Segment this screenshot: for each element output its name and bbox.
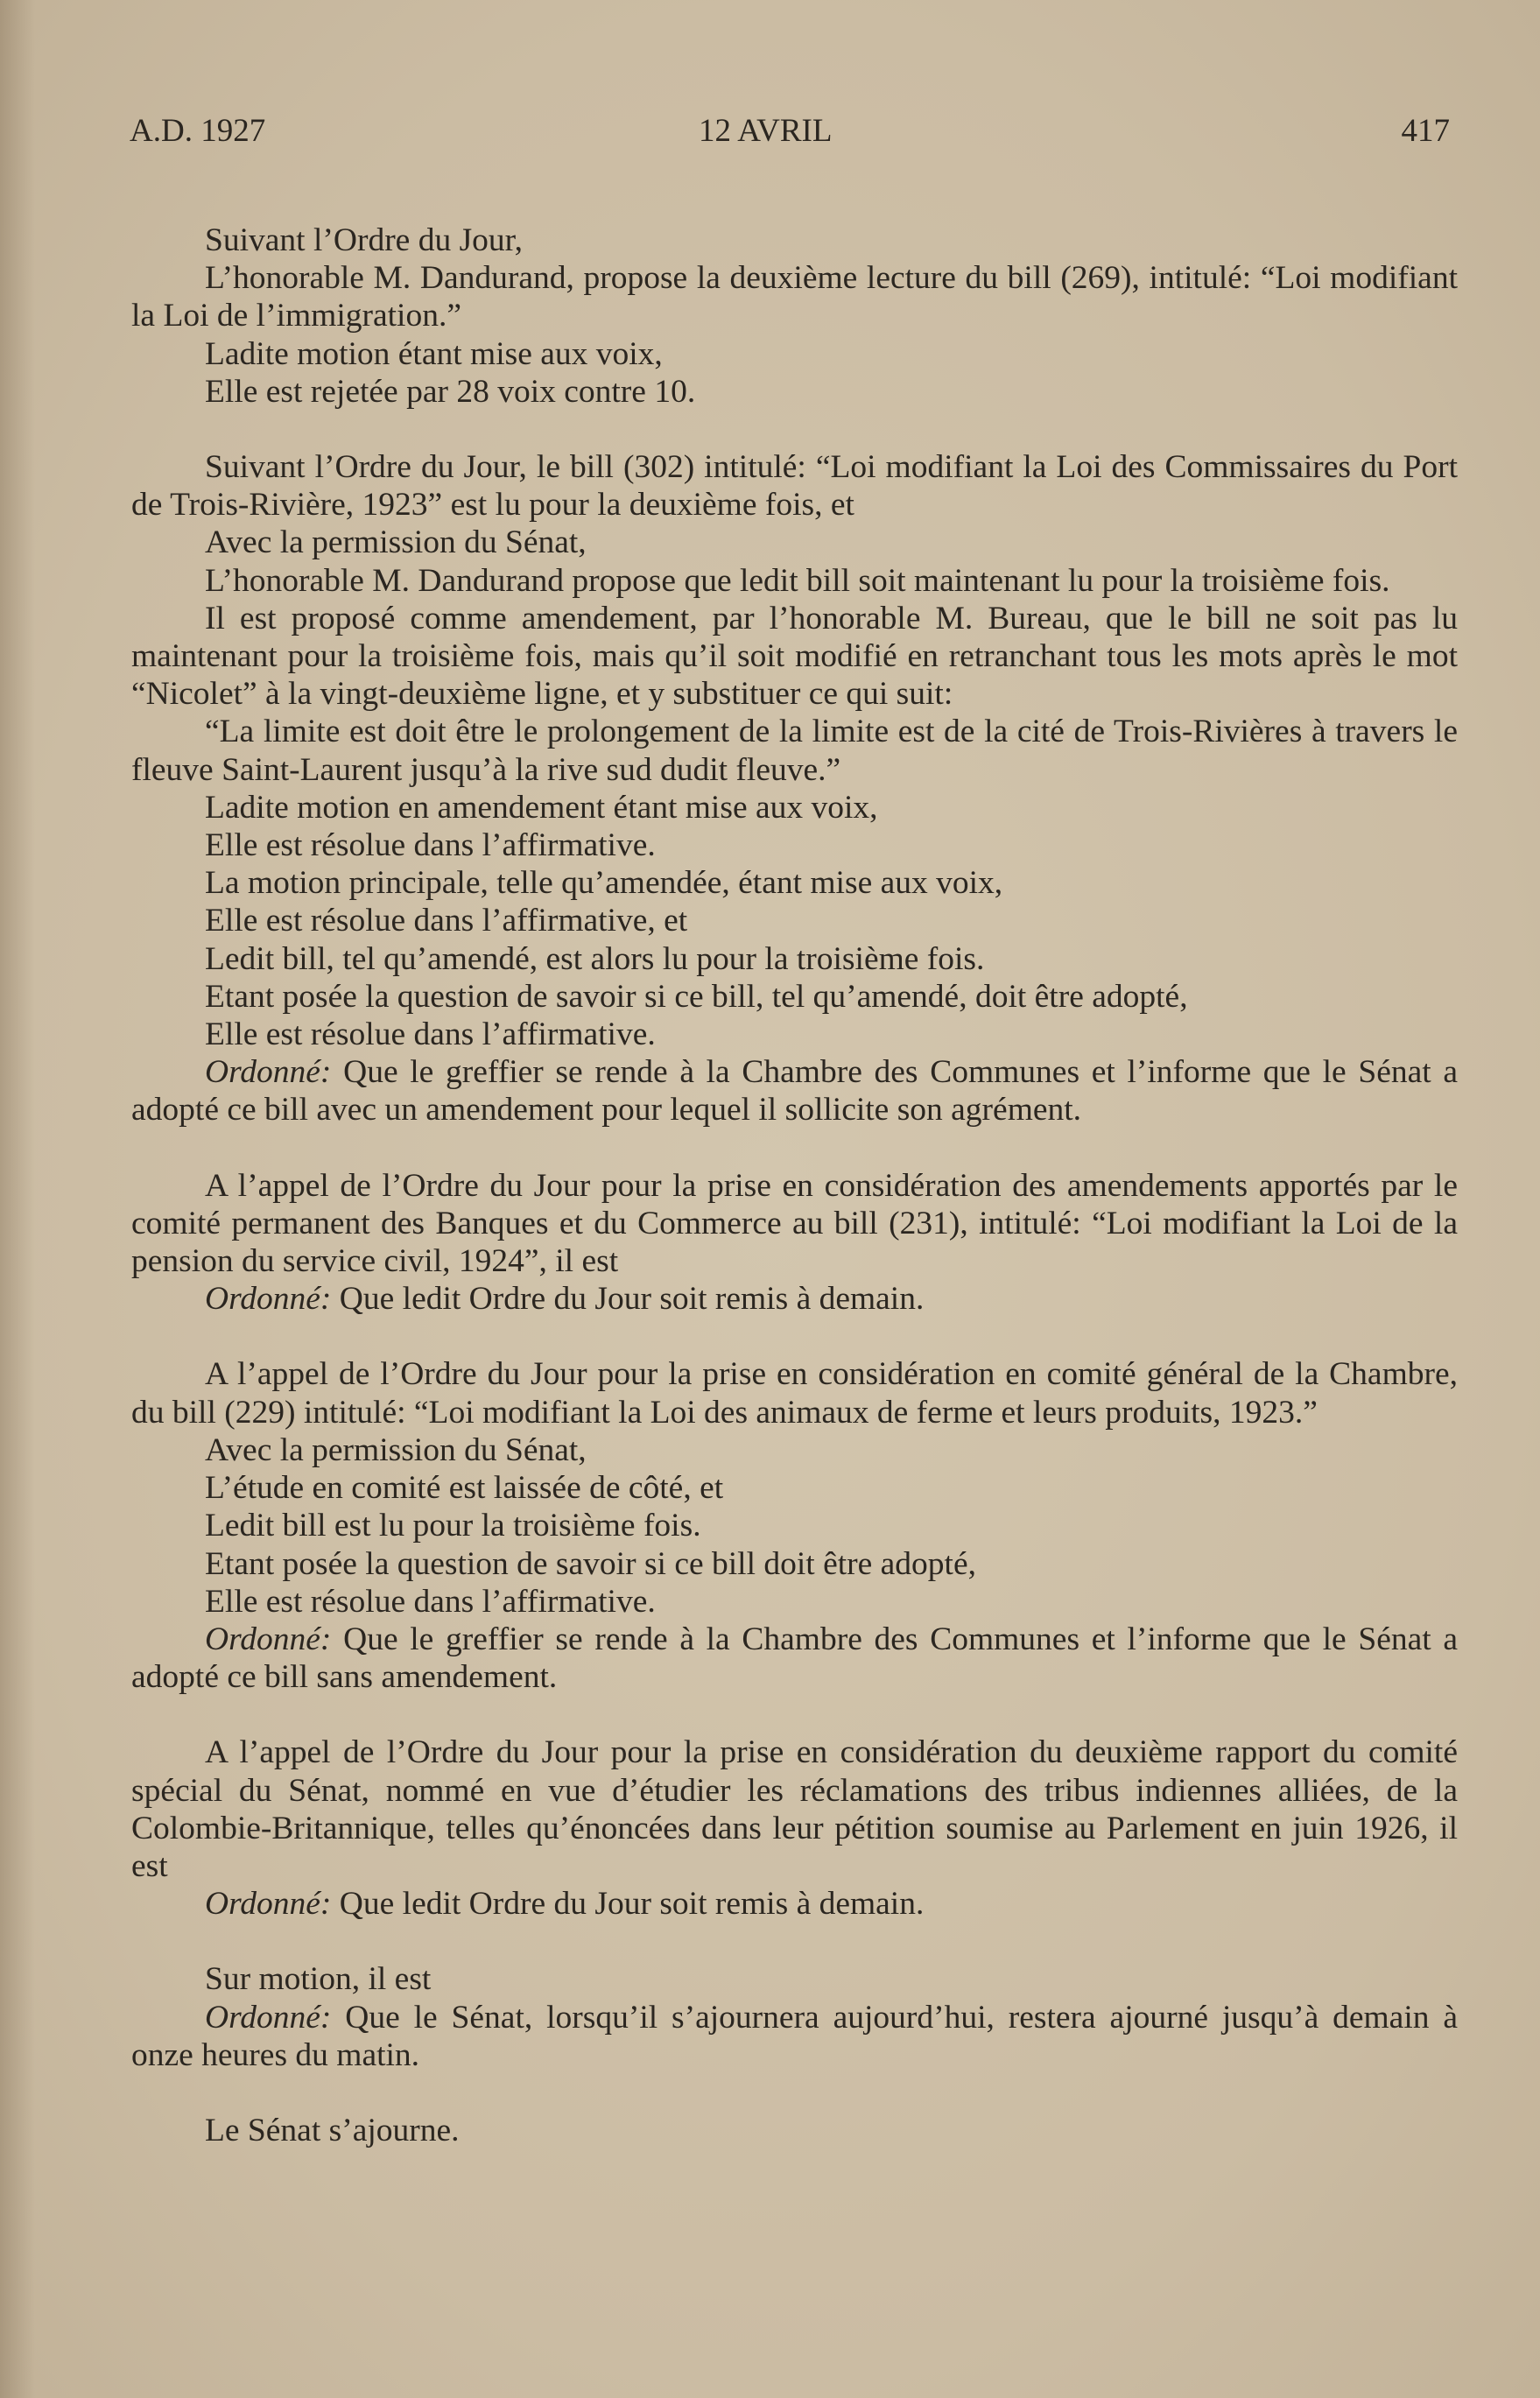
paragraph: A l’appel de l’Ordre du Jour pour la prise en considération des amendements apportés par le comité permanent des Banques et du Commerce au bill (231), intitulé: “Loi modifiant la Loi de la pension du service civil, 1924”, il est — [131, 1167, 1458, 1280]
paragraph: Ladite motion étant mise aux voix, — [205, 335, 663, 372]
order-text: Que le Sénat, lorsqu’il s’ajournera aujourd’hui, restera ajourné jusqu’à demain à onze heures du matin. — [131, 1999, 1458, 2073]
header-year: A.D. 1927 — [130, 113, 266, 149]
order-text: Que le greffier se rende à la Chambre des Communes et l’informe que le Sénat a adopté ce bill avec un amendement pour lequel il sollicite son agrément. — [131, 1054, 1458, 1129]
paragraph: Elle est rejetée par 28 voix contre 10. — [205, 373, 696, 410]
order-paragraph — [131, 1999, 1458, 2074]
paragraph: Etant posée la question de savoir si ce bill doit être adopté, — [205, 1545, 976, 1582]
section-spacer — [131, 1923, 1458, 1960]
ordered-label: Ordonné: — [205, 1281, 332, 1318]
paragraph: Avec la permission du Sénat, — [205, 524, 587, 561]
closing-paragraph: Le Sénat s’ajourne. — [205, 2112, 460, 2148]
ordered-label: Ordonné: — [205, 1886, 332, 1923]
paragraph: A l’appel de l’Ordre du Jour pour la prise en considération du deuxième rapport du comité spécial du Sénat, nommé en vue d’étudier les réclamations des tribus indiennes alliées, de la Colombie-Britannique, telles qu’énoncées dans leur pétition soumise au Parlement en juin 1926, il est — [131, 1734, 1458, 1884]
paragraph: Sur motion, il est — [205, 1961, 432, 1998]
paragraph: Elle est résolue dans l’affirmative. — [205, 1016, 656, 1053]
order-text: Que ledit Ordre du Jour soit remis à demain. — [331, 1281, 925, 1318]
paragraph: “La limite est doit être le prolongement de la limite est de la cité de Trois-Rivières à travers le fleuve Saint-Laurent jusqu’à la rive sud dudit fleuve.” — [131, 714, 1458, 788]
paragraph: Ledit bill est lu pour la troisième fois. — [205, 1508, 701, 1544]
paragraph: Elle est résolue dans l’affirmative. — [205, 827, 656, 864]
ordered-label: Ordonné: — [205, 1999, 332, 2036]
paragraph: Suivant l’Ordre du Jour, — [205, 222, 524, 258]
page-number: 417 — [1401, 113, 1450, 149]
order-paragraph — [131, 1053, 1458, 1129]
journal-body — [131, 222, 1458, 2149]
paragraph: Ladite motion en amendement étant mise aux voix, — [205, 789, 878, 826]
page-header — [130, 112, 1450, 156]
section-spacer — [131, 411, 1458, 448]
ordered-label: Ordonné: — [205, 1054, 332, 1091]
section-spacer — [131, 1318, 1458, 1355]
ordered-label: Ordonné: — [205, 1621, 332, 1657]
order-paragraph — [131, 1621, 1458, 1696]
paragraph: Ledit bill, tel qu’amendé, est alors lu pour la troisième fois. — [205, 940, 985, 977]
paragraph: Suivant l’Ordre du Jour, le bill (302) intitulé: “Loi modifiant la Loi des Commissaires du Port de Trois-Rivière, 1923” est lu pour la deuxième fois, et — [131, 449, 1458, 524]
section-spacer — [131, 2074, 1458, 2112]
paragraph: L’étude en comité est laissée de côté, et — [205, 1470, 724, 1507]
section-spacer — [131, 1696, 1458, 1733]
order-paragraph — [131, 1885, 1458, 1923]
section-spacer — [131, 1129, 1458, 1167]
paragraph: Elle est résolue dans l’affirmative, et — [205, 903, 688, 939]
paragraph: Etant posée la question de savoir si ce bill, tel qu’amendé, doit être adopté, — [205, 978, 1188, 1015]
order-text: Que ledit Ordre du Jour soit remis à demain. — [331, 1886, 925, 1923]
paragraph: L’honorable M. Dandurand propose que ledit bill soit maintenant lu pour la troisième fois. — [205, 562, 1390, 599]
header-date: 12 AVRIL — [699, 113, 833, 149]
order-paragraph — [131, 1280, 1458, 1318]
order-text: Que le greffier se rende à la Chambre des Communes et l’informe que le Sénat a adopté ce bill sans amendement. — [131, 1621, 1458, 1696]
paragraph: Elle est résolue dans l’affirmative. — [205, 1583, 656, 1620]
paragraph: L’honorable M. Dandurand, propose la deuxième lecture du bill (269), intitulé: “Loi modifiant la Loi de l’immigration.” — [131, 260, 1458, 334]
paragraph: A l’appel de l’Ordre du Jour pour la prise en considération en comité général de la Chambre, du bill (229) intitulé: “Loi modifiant la Loi des animaux de ferme et leurs produits, 1923.” — [131, 1356, 1458, 1431]
paragraph: La motion principale, telle qu’amendée, étant mise aux voix, — [205, 865, 1003, 902]
paragraph: Avec la permission du Sénat, — [205, 1431, 587, 1468]
paragraph: Il est proposé comme amendement, par l’honorable M. Bureau, que le bill ne soit pas lu maintenant pour la troisième fois, mais qu’il soit modifié en retranchant tous les mots après le mot “Nicolet” à la vingt-deuxième ligne, et y substituer ce qui suit: — [131, 600, 1458, 713]
